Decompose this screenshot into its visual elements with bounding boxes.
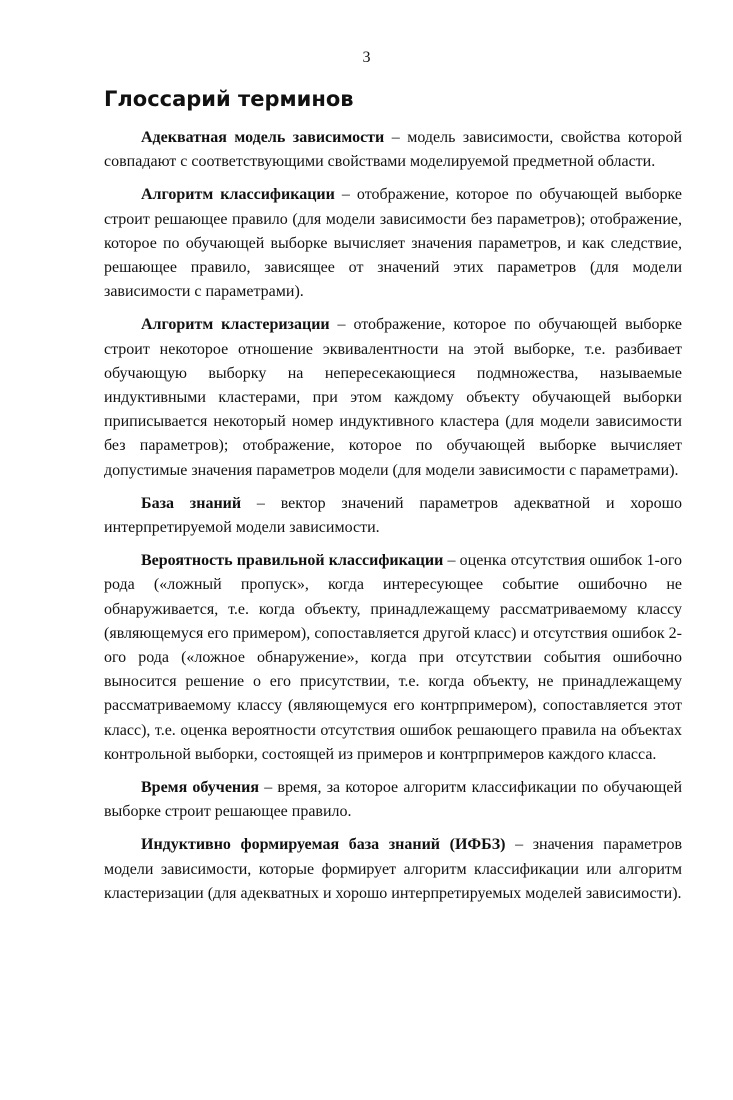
glossary-term: Алгоритм кластеризации — [141, 316, 330, 334]
glossary-term: База знаний — [141, 494, 242, 512]
page-number: 3 — [362, 49, 371, 66]
page-title: Глоссарий терминов — [104, 87, 354, 111]
glossary-list — [104, 126, 682, 915]
glossary-definition: – значения параметров модели зависимости, которые формирует алгоритм классификации или алгоритм кластеризации (для адекватных и хорошо интерпретируемых моделей зависимости). — [104, 836, 682, 902]
glossary-definition: – модель зависимости, свойства которой совпадают с соответствующими свойствами моделируемой предметной области. — [104, 129, 683, 171]
glossary-term: Адекватная модель зависимости — [141, 129, 385, 146]
glossary-entry-adequate-model — [104, 126, 682, 174]
glossary-definition: – время, за которое алгоритм классификации по обучающей выборке строит решающее правило. — [104, 779, 683, 821]
glossary-term: Алгоритм классификации — [141, 186, 335, 204]
glossary-term: Время обучения — [141, 779, 260, 797]
glossary-term: Вероятность правильной классификации — [141, 552, 444, 570]
glossary-definition: – вектор значений параметров адекватной и хорошо интерпретируемой модели зависимости. — [104, 494, 683, 537]
glossary-entry-training-time — [104, 776, 682, 824]
glossary-definition: – отображение, которое по обучающей выборке строит решающее правило (для модели зависимости без параметров); отображение, которое по обучающей выборке вычисляет значения параметров, и как следствие, решающее правило, зависящее от значений этих параметров (для модели зависимости с параметрами). — [104, 186, 683, 301]
glossary-entry-clustering-algorithm — [104, 313, 682, 482]
glossary-entry-inductive-knowledge-base — [104, 833, 682, 906]
glossary-entry-knowledge-base — [104, 492, 682, 540]
glossary-definition: – оценка отсутствия ошибок 1-ого рода («ложный пропуск», когда интересующее событие ошибочно не обнаруживается, т.е. когда объекту, принадлежащему рассматриваемому классу (являющемуся его примером), сопоставляется другой класс) и отсутствия ошибок 2-ого рода («ложное обнаружение», когда при отсутствии события ошибочно выносится решение о его присутствии, т.е. когда объекту, не принадлежащему рассматриваемому классу (являющемуся его контрпримером), сопоставляется этот класс), т.е. оценка вероятности отсутствия ошибок решающего правила на объектах контрольной выборки, состоящей из примеров и контрпримеров каждого класса. — [104, 552, 682, 763]
glossary-term: Индуктивно формируемая база знаний (ИФБЗ) — [141, 836, 506, 854]
glossary-definition: – отображение, которое по обучающей выборке строит некоторое отношение эквивалентности на этой выборке, т.е. разбивает обучающую выборку на непересекающиеся подмножества, называемые индуктивными кластерами, при этом каждому объекту обучающей выборки приписывается некоторый номер индуктивного кластера (для модели зависимости без параметров); отображение, которое по обучающей выборке вычисляет допустимые значения параметров модели (для модели зависимости с параметрами). — [104, 316, 682, 479]
glossary-entry-classification-algorithm — [104, 183, 682, 304]
glossary-entry-classification-probability — [104, 549, 682, 767]
